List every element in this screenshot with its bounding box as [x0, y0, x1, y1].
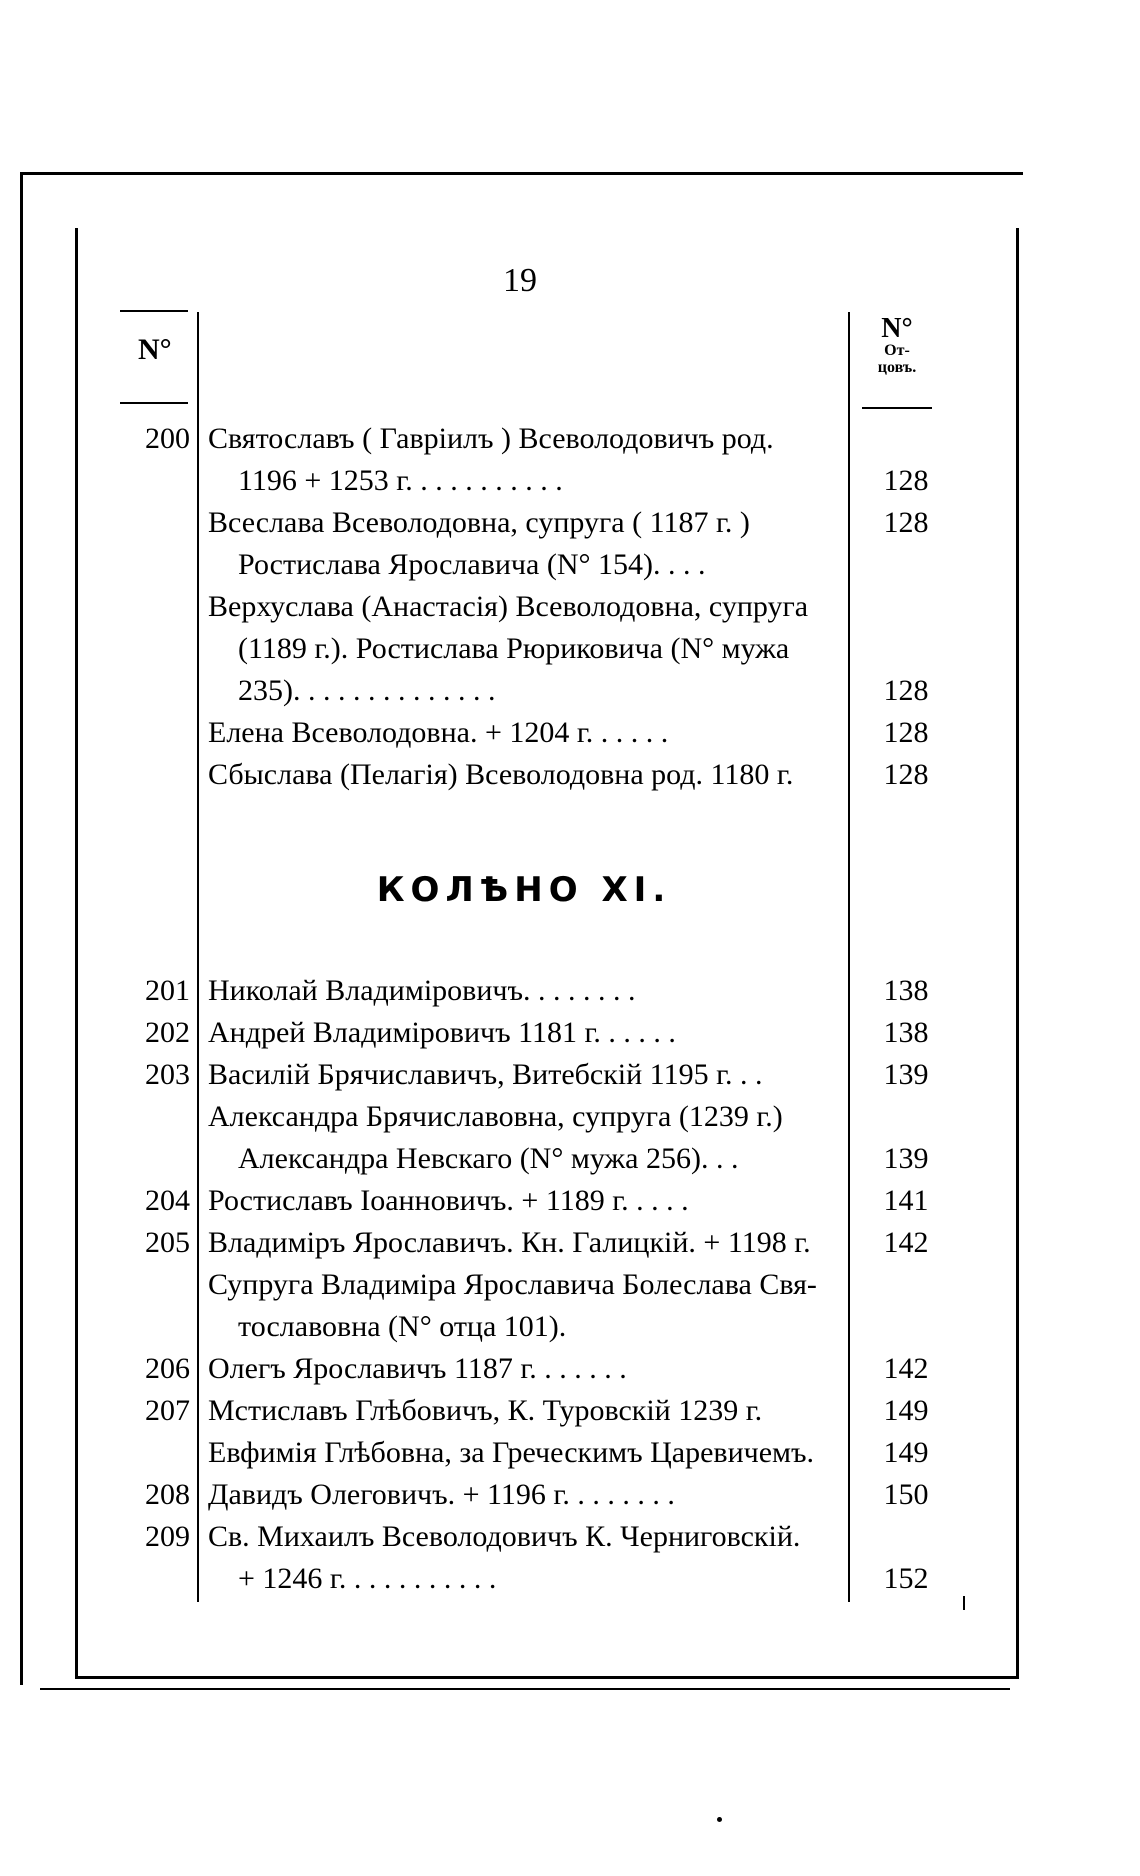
entry-text: Ростиславъ Іоанновичъ. + 1189 г. . . . .: [208, 1184, 689, 1217]
entry-father-ref: 128: [883, 464, 929, 497]
entry-father-ref: 142: [883, 1352, 929, 1385]
entry-number: 207: [145, 1394, 190, 1427]
entry-text: тославовна (N° отца 101).: [238, 1310, 567, 1343]
page-number: 19: [503, 262, 537, 299]
entry-row: [120, 1558, 940, 1600]
entry-text: Верхуслава (Анастасія) Всеволодовна, супруга: [208, 590, 809, 623]
entry-text: Всеслава Всеволодовна, супруга ( 1187 г. ): [208, 506, 750, 539]
entry-father-ref: 128: [883, 716, 929, 749]
entry-number: 201: [145, 974, 190, 1007]
entry-father-ref: 139: [883, 1142, 929, 1175]
entry-row: [120, 460, 940, 502]
entry-row: [120, 1516, 940, 1558]
entry-father-ref: 152: [883, 1562, 929, 1595]
entry-father-ref: 128: [883, 758, 929, 791]
entry-text: (1189 г.). Ростислава Рюриковича (N° мужа: [238, 632, 790, 665]
entry-text: Александра Невскаго (N° мужа 256). . .: [238, 1142, 739, 1175]
entry-father-ref: 141: [883, 1184, 929, 1217]
entry-text: Николай Владиміровичъ. . . . . . . .: [208, 974, 636, 1007]
column-header-number: N°: [138, 333, 172, 366]
header-rule-left-bottom: [120, 402, 188, 404]
entry-father-ref: 142: [883, 1226, 929, 1259]
entry-father-ref: 139: [883, 1058, 929, 1091]
entry-text: Св. Михаилъ Всеволодовичъ К. Черниговскій.: [208, 1520, 801, 1553]
entry-text: Олегъ Ярославичъ 1187 г. . . . . . .: [208, 1352, 627, 1385]
entry-row: [120, 1222, 940, 1264]
margin-mark: [963, 1596, 965, 1610]
entry-row: [120, 1012, 940, 1054]
section-title: КОЛѢНО XI.: [376, 870, 672, 910]
entry-row: [120, 544, 940, 586]
entry-text: Евфимія Глѣбовна, за Греческимъ Царевичемъ.: [208, 1436, 815, 1469]
entry-row: [120, 712, 940, 754]
entry-number: 209: [145, 1520, 190, 1553]
header-rule-left-top: [120, 310, 188, 312]
entry-row: [120, 1264, 940, 1306]
entry-row: [120, 1180, 940, 1222]
entry-text: Святославъ ( Гавріилъ ) Всеволодовичъ род.: [208, 422, 774, 455]
entry-number: 202: [145, 1016, 190, 1049]
entry-row: [120, 754, 940, 796]
entry-father-ref: 149: [883, 1436, 929, 1469]
entry-row: [120, 1306, 940, 1348]
entry-row: [120, 970, 940, 1012]
entry-text: Супруга Владиміра Ярославича Болеслава Свя-: [208, 1268, 817, 1301]
entry-number: 206: [145, 1352, 190, 1385]
outer-frame-bottom: [40, 1688, 1010, 1690]
entry-text: Владиміръ Ярославичъ. Кн. Галицкій. + 1198 г.: [208, 1226, 811, 1259]
entry-row: [120, 502, 940, 544]
entry-father-ref: 149: [883, 1394, 929, 1427]
header-rule-right: [862, 407, 932, 409]
entry-row: [120, 1390, 940, 1432]
entry-text: + 1246 г. . . . . . . . . . .: [238, 1562, 497, 1595]
entry-text: 235). . . . . . . . . . . . . .: [238, 674, 496, 707]
entry-father-ref: 128: [883, 674, 929, 707]
entry-row: [120, 628, 940, 670]
entry-text: Александра Брячиславовна, супруга (1239 г.): [208, 1100, 783, 1133]
entry-number: 205: [145, 1226, 190, 1259]
entry-father-ref: 128: [883, 506, 929, 539]
column-header-fathers-number: N°: [881, 313, 913, 344]
entry-text: Андрей Владиміровичъ 1181 г. . . . . .: [208, 1016, 676, 1049]
entry-number: 203: [145, 1058, 190, 1091]
entry-text: Давидъ Олеговичъ. + 1196 г. . . . . . . .: [208, 1478, 675, 1511]
entry-father-ref: 138: [883, 974, 929, 1007]
entry-text: Ростислава Ярославича (N° 154). . . .: [238, 548, 706, 581]
column-header-fathers: [862, 314, 932, 377]
entry-text: Мстиславъ Глѣбовичъ, К. Туровскій 1239 г.: [208, 1394, 763, 1427]
entry-row: [120, 586, 940, 628]
entry-row: [120, 1348, 940, 1390]
entry-text: 1196 + 1253 г. . . . . . . . . . .: [238, 464, 563, 497]
entry-row: [120, 1096, 940, 1138]
entry-text: Елена Всеволодовна. + 1204 г. . . . . .: [208, 716, 669, 749]
entry-row: [120, 670, 940, 712]
entry-text: Сбыслава (Пелагія) Всеволодовна род. 1180 г.: [208, 758, 794, 791]
entry-row: [120, 418, 940, 460]
entry-row: [120, 1474, 940, 1516]
stray-dot: [717, 1817, 722, 1822]
entry-number: 208: [145, 1478, 190, 1511]
entry-text: Василій Брячиславичъ, Витебскій 1195 г. . .: [208, 1058, 763, 1091]
entry-row: [120, 1432, 940, 1474]
entry-number: 200: [145, 422, 190, 455]
entry-father-ref: 150: [883, 1478, 929, 1511]
entry-row: [120, 1054, 940, 1096]
column-header-fathers-sub: От-: [884, 342, 910, 360]
entry-row: [120, 1138, 940, 1180]
entry-number: 204: [145, 1184, 190, 1217]
column-header-fathers-sub2: цовъ.: [877, 359, 917, 377]
entry-father-ref: 138: [883, 1016, 929, 1049]
